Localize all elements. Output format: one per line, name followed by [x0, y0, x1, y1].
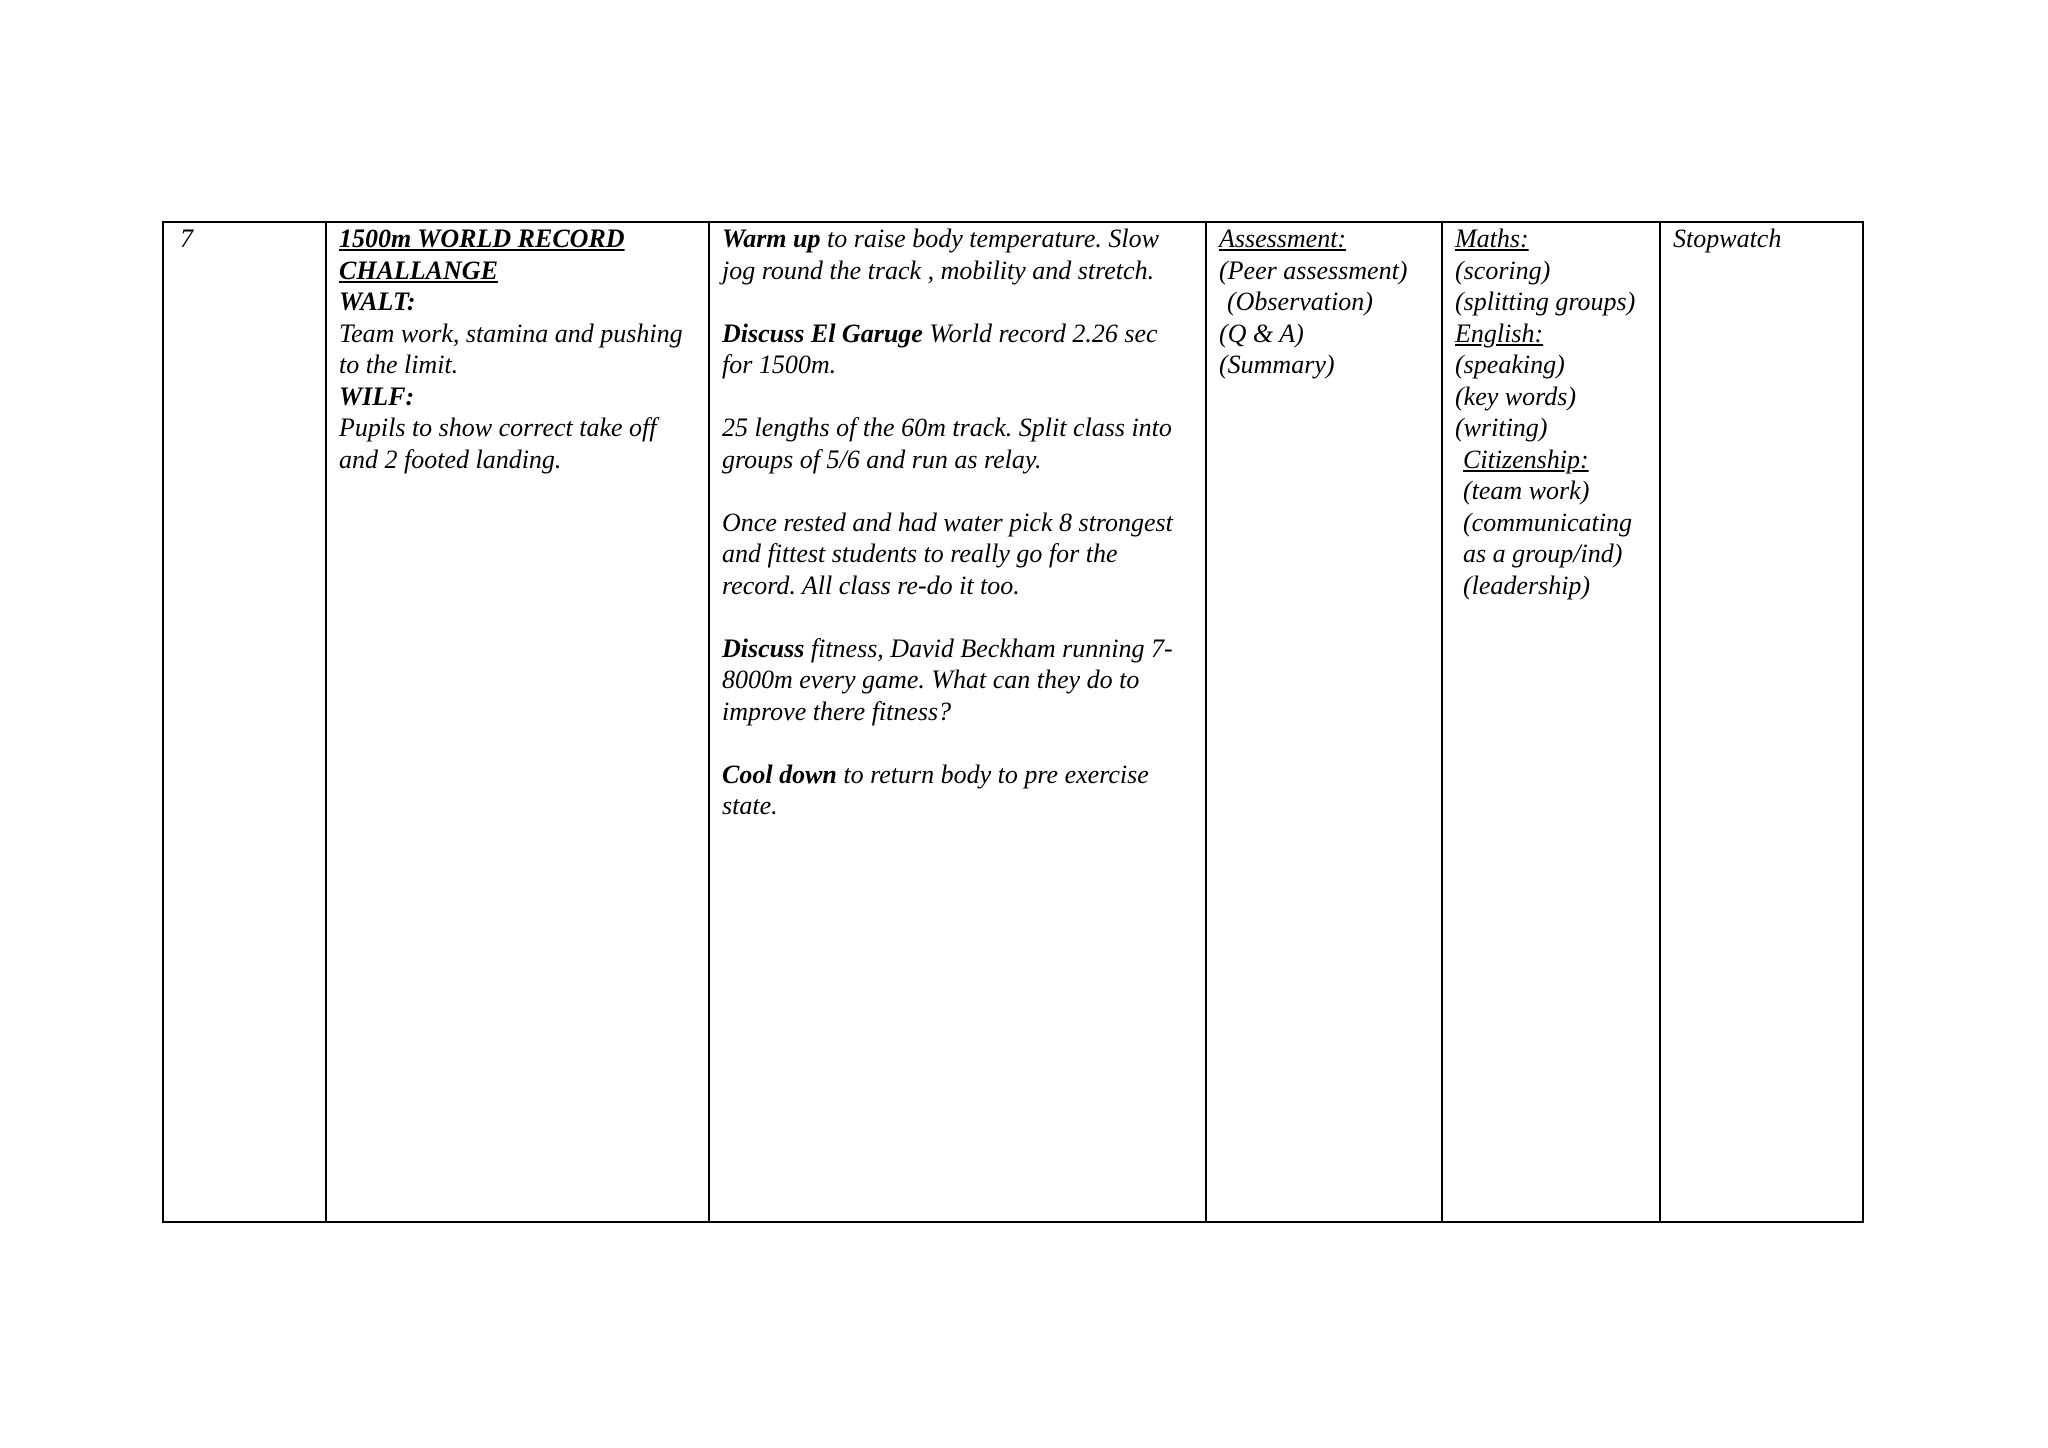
assessment-cell	[1206, 222, 1442, 1222]
wilf-label: WILF:	[339, 381, 415, 411]
cool-down-paragraph	[722, 759, 1193, 822]
citizenship-label: Citizenship:	[1463, 444, 1589, 474]
activities-cell	[709, 222, 1206, 1222]
english-item: (speaking)	[1455, 350, 1565, 379]
cool-down-text: to return body to pre exercise state.	[722, 759, 1149, 820]
english-label: English:	[1455, 318, 1544, 348]
lesson-title-line2: CHALLANGE	[339, 255, 498, 285]
lesson-number: 7	[180, 224, 193, 253]
wilf-text: Pupils to show correct take off and 2 footed landing.	[339, 413, 657, 474]
assessment-label: Assessment:	[1219, 224, 1347, 253]
discuss-record-label: Discuss El Garuge	[722, 318, 923, 348]
lesson-objectives-cell	[326, 222, 709, 1222]
table-row	[163, 222, 1863, 1222]
warm-up-paragraph	[722, 223, 1193, 286]
assessment-item: (Peer assessment)	[1219, 255, 1408, 285]
record-attempt-paragraph: Once rested and had water pick 8 strongest and fittest students to really go for the record. All class re-do it too.	[722, 507, 1173, 600]
maths-item: (scoring)	[1455, 255, 1551, 285]
assessment-item: (Summary)	[1219, 350, 1335, 379]
discuss-record-paragraph	[722, 318, 1193, 381]
walt-label: WALT:	[339, 287, 416, 316]
assessment-item: (Q & A)	[1219, 318, 1304, 348]
maths-item: (splitting groups)	[1455, 287, 1636, 316]
citizenship-item: (communicating as a group/ind)	[1463, 507, 1632, 568]
resources-cell	[1660, 222, 1863, 1222]
resources-text: Stopwatch	[1673, 224, 1782, 253]
assessment-item: (Observation)	[1227, 287, 1373, 316]
relay-paragraph: 25 lengths of the 60m track. Split class into groups of 5/6 and run as relay.	[722, 413, 1172, 474]
english-item: (key words)	[1455, 381, 1577, 411]
citizenship-item: (leadership)	[1463, 570, 1591, 600]
discuss-record-text: World record 2.26 sec for 1500m.	[722, 318, 1158, 379]
english-item: (writing)	[1455, 413, 1548, 442]
lesson-plan-table	[162, 221, 1864, 1223]
citizenship-block	[1455, 444, 1647, 602]
cross-curricular-cell	[1442, 222, 1660, 1222]
discuss-fitness-paragraph	[722, 633, 1193, 728]
maths-label: Maths:	[1455, 224, 1529, 253]
lesson-title-line1: 1500m WORLD RECORD	[339, 224, 625, 253]
walt-text: Team work, stamina and pushing to the limit.	[339, 318, 683, 379]
discuss-fitness-text: fitness, David Beckham running 7-8000m every game. What can they do to improve there fitness?	[722, 633, 1173, 726]
warm-up-label: Warm up	[722, 224, 821, 253]
discuss-fitness-label: Discuss	[722, 633, 805, 663]
lesson-number-cell	[163, 222, 326, 1222]
cool-down-label: Cool down	[722, 759, 837, 789]
warm-up-text: to raise body temperature. Slow jog round the track , mobility and stretch.	[722, 224, 1159, 285]
citizenship-item: (team work)	[1463, 476, 1590, 505]
